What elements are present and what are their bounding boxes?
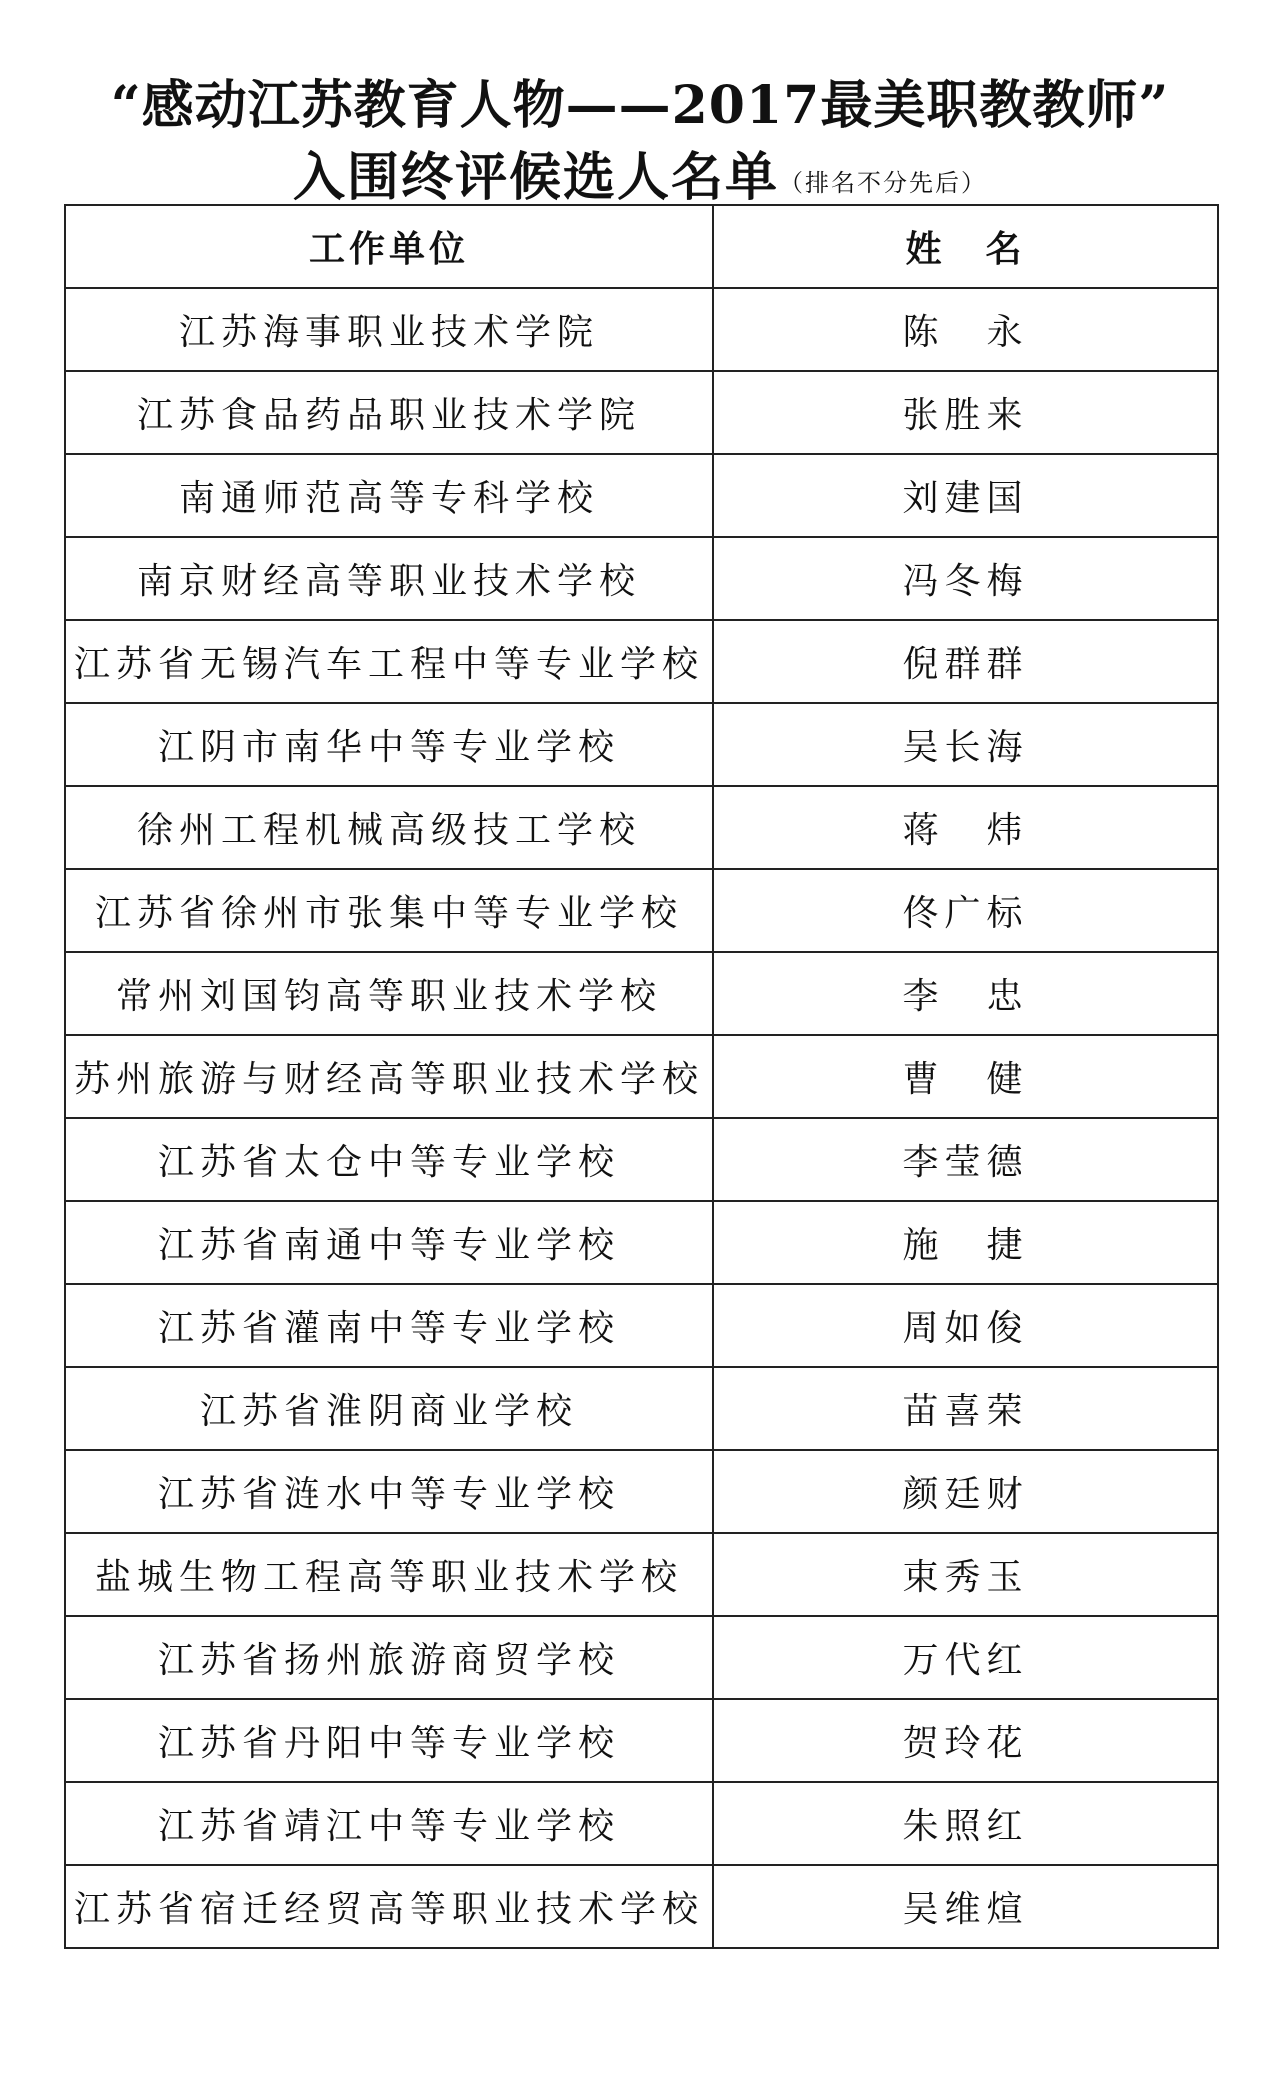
table-row: [65, 288, 1218, 371]
cell-unit: 江苏省徐州市张集中等专业学校: [65, 869, 713, 952]
table-row: [65, 620, 1218, 703]
cell-name: 朱照红: [713, 1782, 1218, 1865]
cell-unit: 江苏省灌南中等专业学校: [65, 1284, 713, 1367]
table-header-row: [65, 205, 1218, 288]
header-name: 姓 名: [713, 205, 1218, 288]
cell-name: 苗喜荣: [713, 1367, 1218, 1450]
table-row: [65, 371, 1218, 454]
cell-name: 李莹德: [713, 1118, 1218, 1201]
cell-unit: 江苏食品药品职业技术学院: [65, 371, 713, 454]
cell-unit: 南通师范高等专科学校: [65, 454, 713, 537]
title-line-2-text: 入围终评候选人名单: [292, 147, 779, 208]
header-unit: 工作单位: [65, 205, 713, 288]
cell-unit: 苏州旅游与财经高等职业技术学校: [65, 1035, 713, 1118]
table-row: [65, 1782, 1218, 1865]
cell-name: 吴长海: [713, 703, 1218, 786]
cell-name: 张胜来: [713, 371, 1218, 454]
cell-unit: 江阴市南华中等专业学校: [65, 703, 713, 786]
cell-name: 万代红: [713, 1616, 1218, 1699]
cell-name: 施 捷: [713, 1201, 1218, 1284]
cell-name: 贺玲花: [713, 1699, 1218, 1782]
cell-unit: 江苏省丹阳中等专业学校: [65, 1699, 713, 1782]
document-title: [0, 70, 1280, 219]
table-row: [65, 1367, 1218, 1450]
cell-name: 刘建国: [713, 454, 1218, 537]
table-row: [65, 1699, 1218, 1782]
cell-name: 佟广标: [713, 869, 1218, 952]
table-row: [65, 454, 1218, 537]
table-row: [65, 1450, 1218, 1533]
table-row: [65, 952, 1218, 1035]
table-row: [65, 1284, 1218, 1367]
title-line-1: “感动江苏教育人物——2017最美职教教师”: [110, 75, 1170, 136]
cell-unit: 江苏省涟水中等专业学校: [65, 1450, 713, 1533]
cell-name: 倪群群: [713, 620, 1218, 703]
cell-name: 吴维煊: [713, 1865, 1218, 1948]
table-row: [65, 703, 1218, 786]
cell-name: 陈 永: [713, 288, 1218, 371]
cell-unit: 江苏省太仓中等专业学校: [65, 1118, 713, 1201]
table-row: [65, 1201, 1218, 1284]
cell-unit: 南京财经高等职业技术学校: [65, 537, 713, 620]
cell-unit: 江苏省无锡汽车工程中等专业学校: [65, 620, 713, 703]
cell-name: 曹 健: [713, 1035, 1218, 1118]
table-row: [65, 1035, 1218, 1118]
cell-name: 李 忠: [713, 952, 1218, 1035]
cell-unit: 江苏省淮阴商业学校: [65, 1367, 713, 1450]
table-row: [65, 1865, 1218, 1948]
table-row: [65, 1616, 1218, 1699]
cell-name: 束秀玉: [713, 1533, 1218, 1616]
table-row: [65, 1118, 1218, 1201]
cell-unit: 常州刘国钧高等职业技术学校: [65, 952, 713, 1035]
cell-unit: 江苏省靖江中等专业学校: [65, 1782, 713, 1865]
cell-name: 蒋 炜: [713, 786, 1218, 869]
cell-unit: 盐城生物工程高等职业技术学校: [65, 1533, 713, 1616]
table-row: [65, 537, 1218, 620]
cell-unit: 江苏省扬州旅游商贸学校: [65, 1616, 713, 1699]
cell-name: 冯冬梅: [713, 537, 1218, 620]
cell-unit: 徐州工程机械高级技工学校: [65, 786, 713, 869]
candidate-table: [64, 204, 1219, 1949]
table-row: [65, 1533, 1218, 1616]
cell-unit: 江苏省南通中等专业学校: [65, 1201, 713, 1284]
cell-name: 周如俊: [713, 1284, 1218, 1367]
cell-unit: 江苏省宿迁经贸高等职业技术学校: [65, 1865, 713, 1948]
title-note: （排名不分先后）: [779, 169, 987, 197]
cell-name: 颜廷财: [713, 1450, 1218, 1533]
table-row: [65, 869, 1218, 952]
cell-unit: 江苏海事职业技术学院: [65, 288, 713, 371]
table-row: [65, 786, 1218, 869]
